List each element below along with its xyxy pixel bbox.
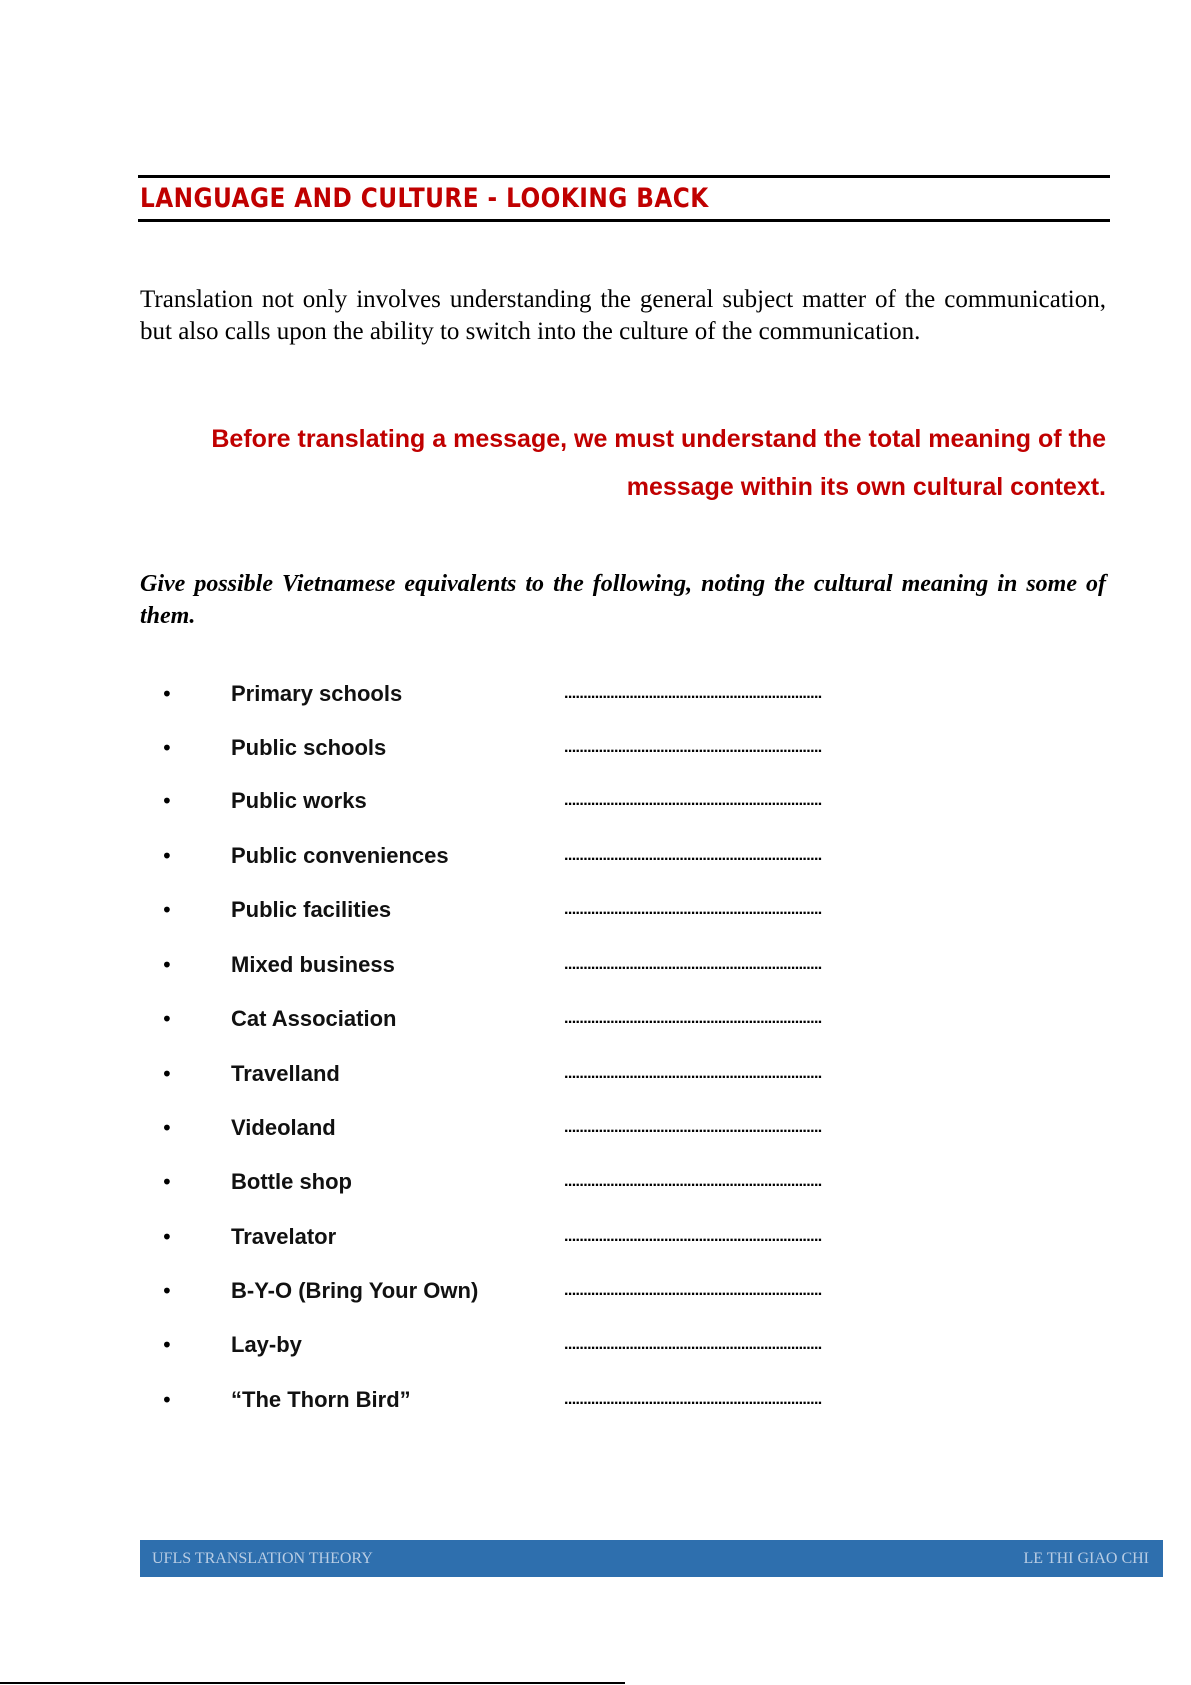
answer-blank[interactable]: ................................................................... xyxy=(564,901,822,918)
answer-blank[interactable]: ................................................................... xyxy=(564,956,822,973)
bullet-icon: • xyxy=(161,682,173,706)
bullet-icon: • xyxy=(161,1333,173,1357)
quote-line-1: Before translating a message, we must understand the total meaning of the xyxy=(211,425,1106,453)
term-label: B-Y-O (Bring Your Own) xyxy=(231,1278,479,1303)
term-label: Travelland xyxy=(231,1061,340,1086)
answer-blank[interactable]: ................................................................... xyxy=(564,1010,822,1027)
highlight-quote xyxy=(140,415,1106,511)
list-item xyxy=(0,1274,1191,1308)
list-item xyxy=(0,784,1191,818)
term-label: Primary schools xyxy=(231,681,403,706)
answer-blank[interactable]: ................................................................... xyxy=(564,1391,822,1408)
term-label: Public conveniences xyxy=(231,843,449,868)
intro-paragraph: Translation not only involves understanding the general subject matter of the communication, but also calls upon the ability to switch into the culture of the communication. xyxy=(140,286,1106,345)
bullet-icon: • xyxy=(161,953,173,977)
list-item xyxy=(0,677,1191,711)
list-item xyxy=(0,948,1191,982)
term-label: Videoland xyxy=(231,1115,336,1140)
answer-blank[interactable]: ................................................................... xyxy=(564,685,822,702)
title-rule-top xyxy=(138,175,1110,178)
bullet-icon: • xyxy=(161,736,173,760)
term-label: Cat Association xyxy=(231,1006,397,1031)
list-item xyxy=(0,1328,1191,1362)
term-label: Bottle shop xyxy=(231,1169,352,1194)
list-item xyxy=(0,1383,1191,1417)
answer-blank[interactable]: ................................................................... xyxy=(564,1228,822,1245)
bullet-icon: • xyxy=(161,1225,173,1249)
term-label: Public schools xyxy=(231,735,387,760)
title-rule-bottom xyxy=(138,219,1110,222)
bullet-icon: • xyxy=(161,1007,173,1031)
bullet-icon: • xyxy=(161,1062,173,1086)
exercise-instruction: Give possible Vietnamese equivalents to the following, noting the cultural meaning in some of them. xyxy=(140,571,1106,629)
bullet-icon: • xyxy=(161,1388,173,1412)
page-edge-line xyxy=(0,1682,625,1684)
bullet-icon: • xyxy=(161,898,173,922)
answer-blank[interactable]: ................................................................... xyxy=(564,1173,822,1190)
footer-course-title: UFLS TRANSLATION THEORY xyxy=(152,1550,373,1567)
bullet-icon: • xyxy=(161,1116,173,1140)
bullet-icon: • xyxy=(161,844,173,868)
term-label: Public works xyxy=(231,788,367,813)
answer-blank[interactable]: ................................................................... xyxy=(564,1065,822,1082)
list-item xyxy=(0,1111,1191,1145)
answer-blank[interactable]: ................................................................... xyxy=(564,1119,822,1136)
answer-blank[interactable]: ................................................................... xyxy=(564,792,822,809)
page-footer xyxy=(140,1540,1163,1577)
answer-blank[interactable]: ................................................................... xyxy=(564,1336,822,1353)
list-item xyxy=(0,731,1191,765)
answer-blank[interactable]: ................................................................... xyxy=(564,847,822,864)
bullet-icon: • xyxy=(161,1279,173,1303)
term-label: Lay-by xyxy=(231,1332,302,1357)
section-title: LANGUAGE AND CULTURE - LOOKING BACK xyxy=(140,183,709,214)
list-item xyxy=(0,839,1191,873)
list-item xyxy=(0,1057,1191,1091)
bullet-icon: • xyxy=(161,1170,173,1194)
term-label: Mixed business xyxy=(231,952,395,977)
term-label: Public facilities xyxy=(231,897,392,922)
answer-blank[interactable]: ................................................................... xyxy=(564,1282,822,1299)
bullet-icon: • xyxy=(161,789,173,813)
quote-line-2: message within its own cultural context. xyxy=(626,473,1106,501)
footer-author: LE THI GIAO CHI xyxy=(1023,1550,1149,1567)
list-item xyxy=(0,1002,1191,1036)
term-label: “The Thorn Bird” xyxy=(231,1387,411,1412)
list-item xyxy=(0,1165,1191,1199)
term-label: Travelator xyxy=(231,1224,337,1249)
list-item xyxy=(0,893,1191,927)
answer-blank[interactable]: ................................................................... xyxy=(564,739,822,756)
list-item xyxy=(0,1220,1191,1254)
